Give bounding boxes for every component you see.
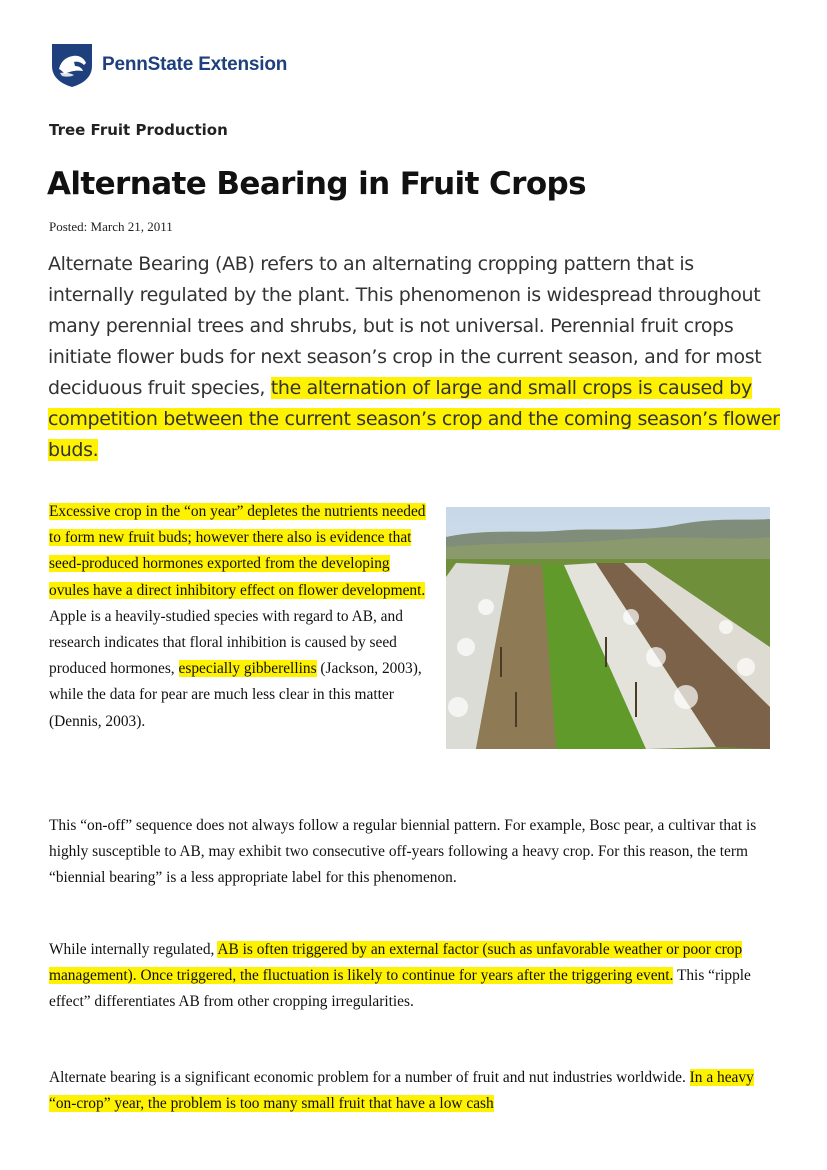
highlight-on-crop-year: In a heavy “on-crop” year, the problem is too many small fruit that have a low cash <box>49 1069 754 1113</box>
pennstate-extension-logo[interactable] <box>50 42 287 88</box>
text-pear-data: (Jackson, 2003), while the data for pear are much less clear in this matter (Dennis, 2003). <box>49 660 422 730</box>
paragraph-economic-problem <box>49 1065 774 1117</box>
article-title: Alternate Bearing in Fruit Crops <box>47 166 586 202</box>
paragraph-ab-causes <box>49 499 429 735</box>
lead-text: Alternate Bearing (AB) refers to an alternating cropping pattern that is internally regulated by the plant. This phenomenon is widespread throughout many perennial trees and shrubs, but is not universal. Perennial fruit crops initiate flower buds for next season’s crop in the current season, and for most deciduous fruit species, <box>48 253 762 399</box>
highlight-crop-depletion: Excessive crop in the “on year” depletes the nutrients needed to form new fruit buds; however there also is evidence that seed-produced hormones exported from the developing ovules have a direct inhibitory effect on flower development. <box>49 503 426 599</box>
posted-date: Posted: March 21, 2011 <box>49 219 173 234</box>
category-label: Tree Fruit Production <box>49 121 228 139</box>
orchard-photo <box>446 507 770 749</box>
lead-paragraph <box>48 249 783 466</box>
nittany-lion-shield-icon <box>50 42 94 88</box>
highlight-external-factor: AB is often triggered by an external factor (such as unfavorable weather or poor crop management). Once triggered, the fluctuation is likely to continue for years after the triggering event. <box>49 941 743 985</box>
highlight-gibberellins: especially gibberellins <box>178 660 317 678</box>
brand-name: PennState Extension <box>102 54 288 75</box>
text-ripple-effect: This “ripple effect” differentiates AB from other cropping irregularities. <box>49 967 751 1011</box>
lead-highlight: the alternation of large and small crops is caused by competition between the current season’s crop and the coming season’s flower buds. <box>48 377 780 461</box>
text-internally-regulated: While internally regulated, <box>49 941 218 958</box>
paragraph-external-trigger <box>49 937 774 1016</box>
text-economic-problem: Alternate bearing is a significant economic problem for a number of fruit and nut industries worldwide. <box>49 1069 690 1086</box>
paragraph-on-off-sequence: This “on-off” sequence does not always follow a regular biennial pattern. For example, Bosc pear, a cultivar that is highly susceptible to AB, may exhibit two consecutive off-years following a heavy crop. For this reason, the term “biennial bearing” is a less appropriate label for this phenomenon. <box>49 817 757 887</box>
text-apple-study: Apple is a heavily-studied species with regard to AB, and research indicates that floral inhibition is caused by seed produced hormones, <box>49 607 403 678</box>
